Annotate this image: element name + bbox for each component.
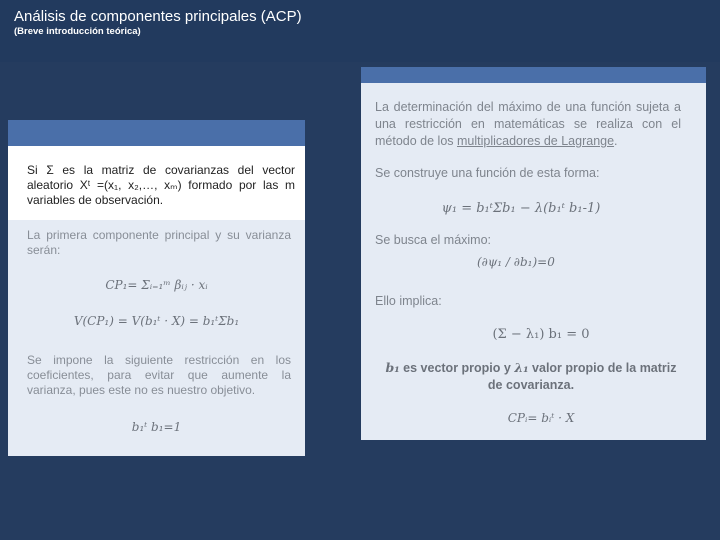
lagrange-link[interactable]: multiplicadores de Lagrange <box>457 134 615 148</box>
page-subtitle: (Breve introducción teórica) <box>14 26 141 37</box>
left-paragraph-1: Si Σ es la matriz de covarianzas del vector aleatorio Xᵗ =(x₁, x₂,…, xₘ) formado por las m variables de observación. <box>27 163 295 207</box>
right-paragraph-1-start: La determinación del máximo de una función sujeta a una restricción en matemáticas se realiza con el método de los <box>375 100 681 148</box>
formula-cp1: CP₁= Σᵢ₌₁ᵐ βᵢⱼ · xᵢ <box>105 278 208 292</box>
left-card-header <box>8 120 305 146</box>
page-title: Análisis de componentes principales (ACP) <box>14 8 302 25</box>
left-paragraph-2: La primera componente principal y su varianza serán: <box>27 228 291 257</box>
formula-restriction: b₁ᵗ b₁=1 <box>131 420 182 434</box>
right-card-header <box>361 67 706 83</box>
right-card <box>361 67 706 440</box>
left-card <box>8 120 305 456</box>
formula-cpi: CPᵢ= bᵢᵗ · X <box>507 411 575 425</box>
right-paragraph-3: Se busca el máximo: <box>375 233 492 247</box>
formula-variance: V(CP₁) = V(b₁ᵗ · X) = b₁ᵗΣb₁ <box>73 314 240 328</box>
eigenvector-symbol: b₁ <box>385 360 400 375</box>
eigen-text-2: valor propio de la matriz de covarianza. <box>487 361 677 392</box>
left-fade-overlay <box>8 220 305 456</box>
formula-lagrangian: ψ₁ = b₁ᵗΣb₁ − λ(b₁ᵗ b₁-1) <box>441 201 601 216</box>
right-paragraph-2: Se construye una función de esta forma: <box>375 166 600 180</box>
formula-eigen: (Σ − λ₁) b₁ = 0 <box>492 327 590 342</box>
formula-derivative: (∂ψ₁ / ∂b₁)=0 <box>477 255 555 269</box>
right-paragraph-1-end: . <box>614 134 618 148</box>
left-paragraph-3: Se impone la siguiente restricción en los coeficientes, para evitar que aumente la varianza, pues este no es nuestro objetivo. <box>27 353 291 397</box>
right-paragraph-4: Ello implica: <box>375 294 442 308</box>
right-fade-overlay <box>361 83 706 440</box>
eigenvalue-symbol: λ₁ <box>514 360 529 375</box>
eigen-text-1: es vector propio y <box>399 361 515 375</box>
